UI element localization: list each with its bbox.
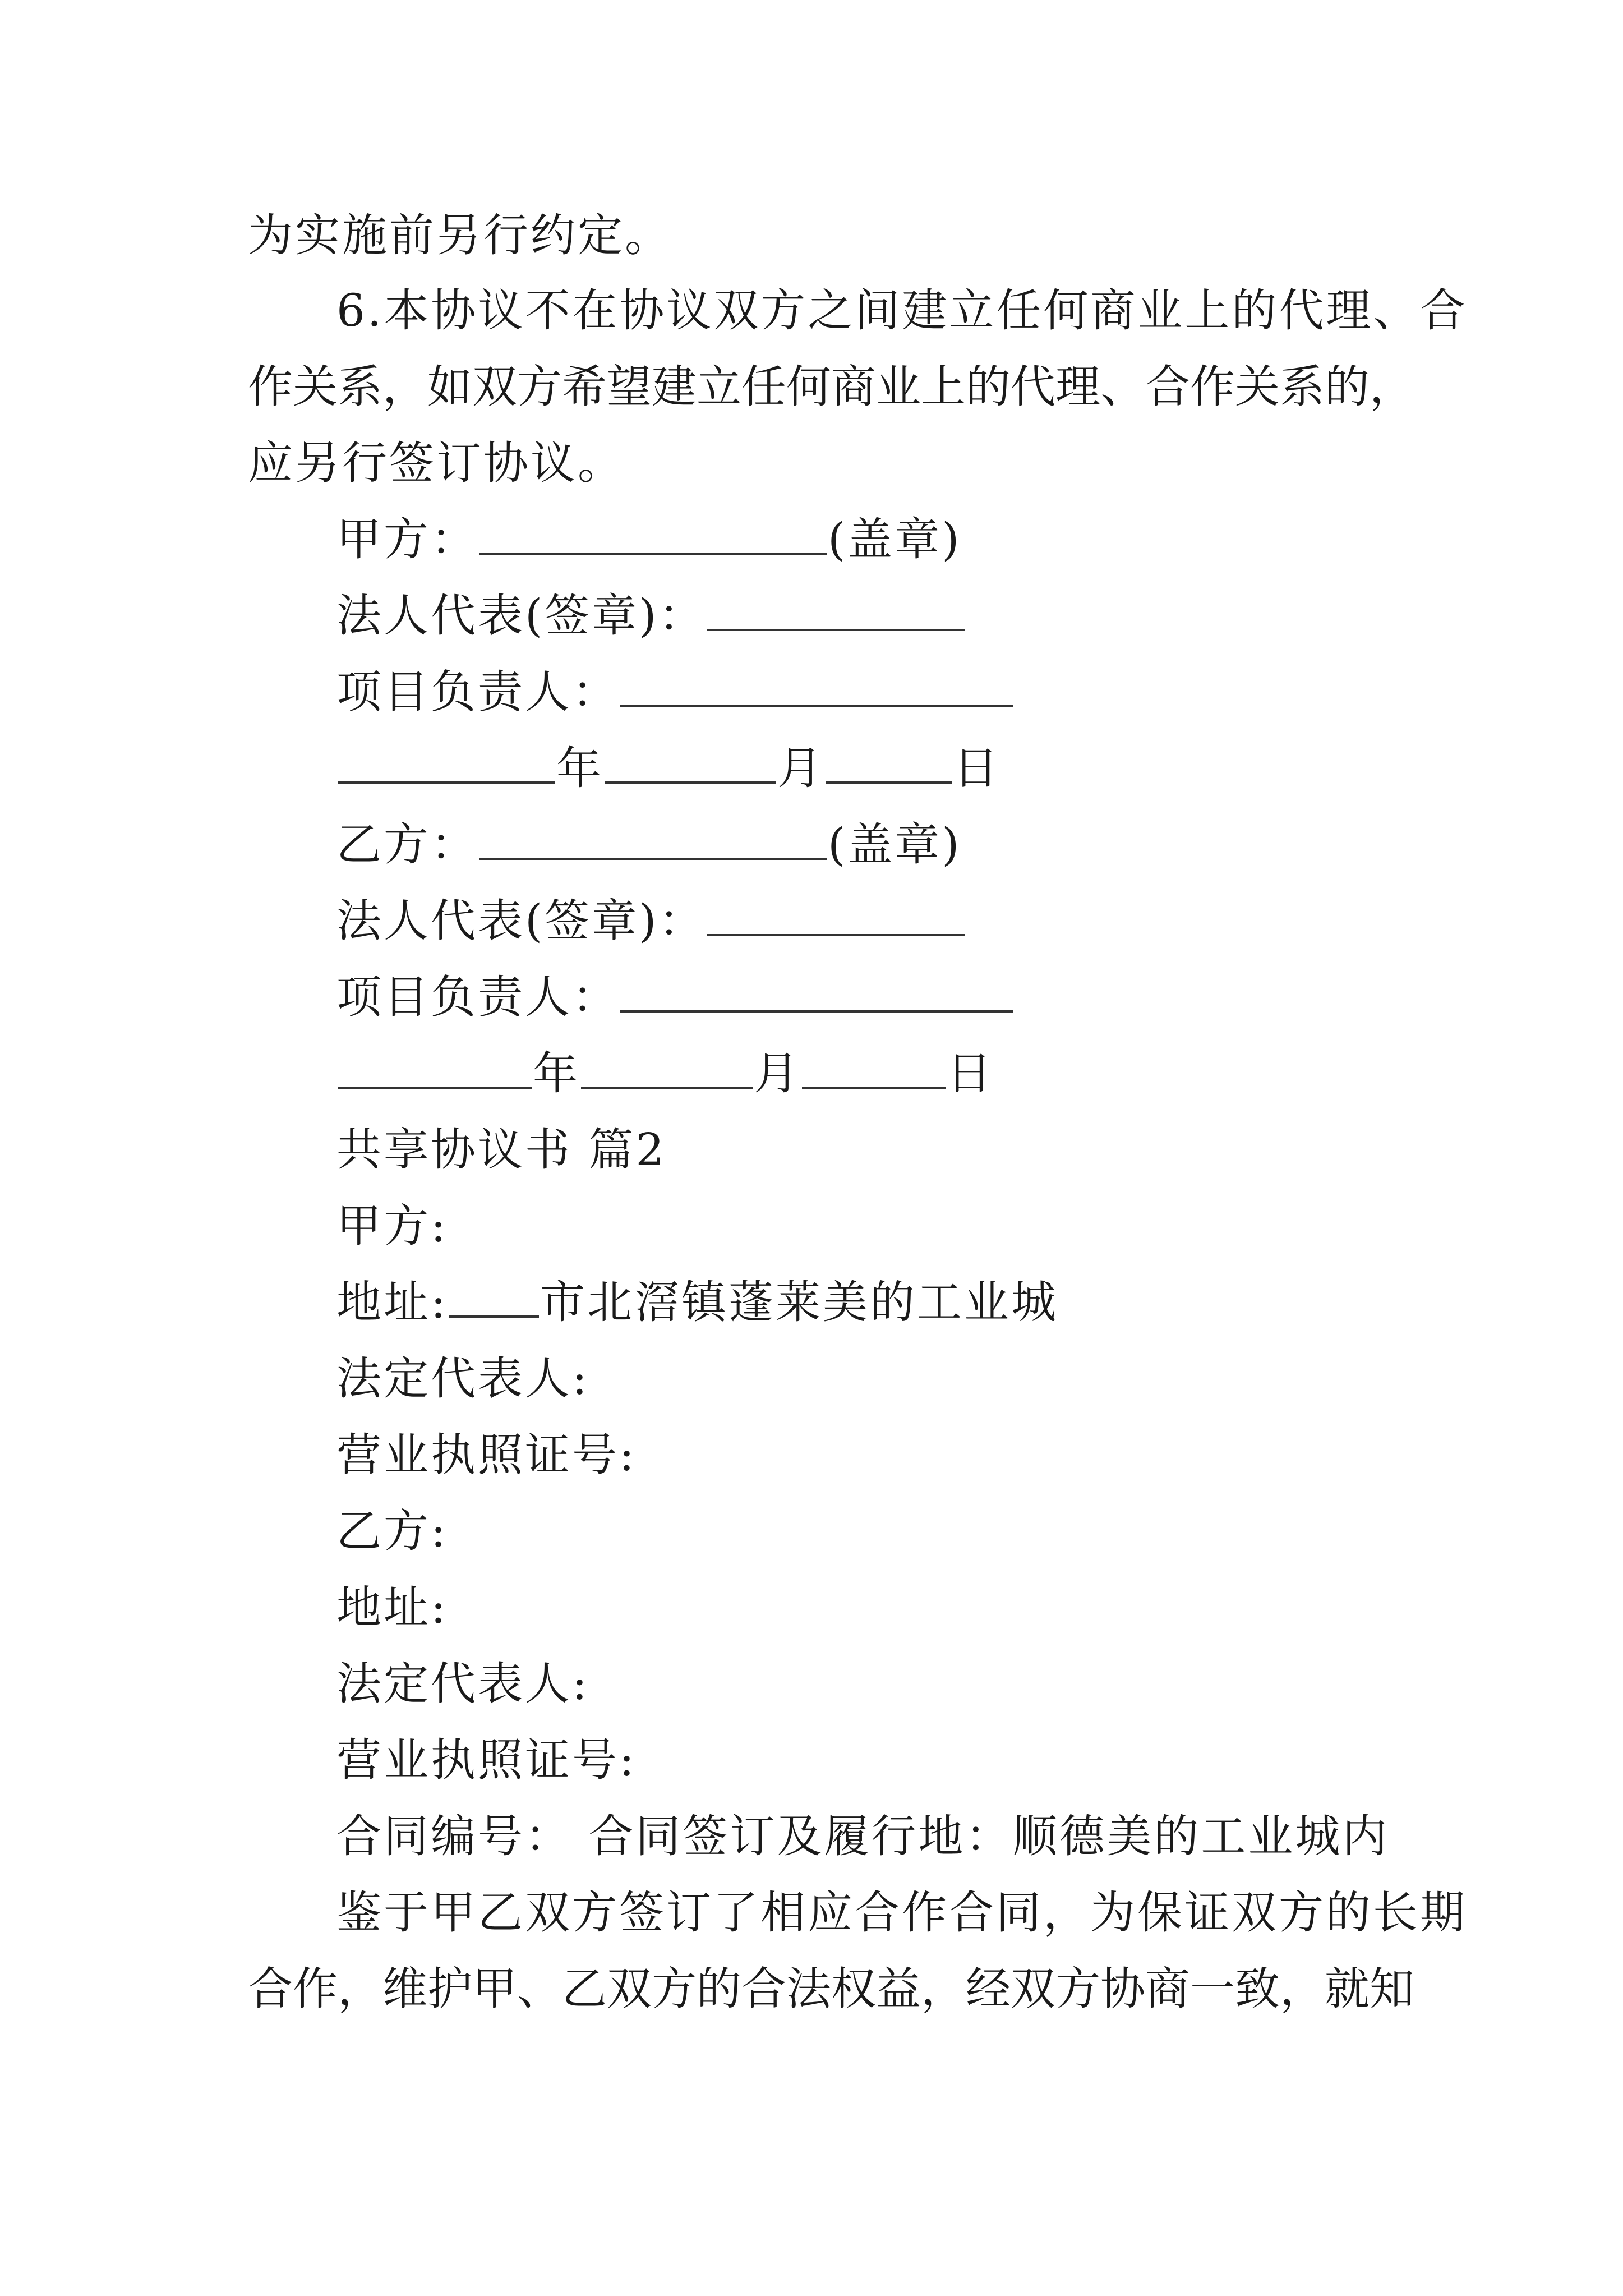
party-b-day-blank (802, 1050, 946, 1089)
party-a-month-blank (605, 744, 776, 784)
s2-legal-rep-a: 法定代表人: (336, 1352, 589, 1405)
party-b-manager-line (336, 970, 1014, 1024)
party-a-day-label: 日 (953, 742, 1000, 794)
party-a-label: 甲方： (336, 513, 478, 565)
s2-address-a-blank (449, 1278, 539, 1318)
clause-6-line-2: 作关系，如双方希望建立任何商业上的代理、合作关系的， (248, 361, 1414, 413)
party-b-month-label: 月 (754, 1047, 801, 1099)
party-b-year-label: 年 (533, 1047, 580, 1099)
party-b-label: 乙方： (336, 818, 478, 871)
party-a-year-label: 年 (556, 742, 603, 794)
party-b-rep-line (336, 894, 966, 948)
party-b-day-label: 日 (947, 1047, 994, 1099)
s2-party-a: 甲方: (336, 1200, 448, 1252)
s2-party-b: 乙方: (336, 1505, 448, 1557)
clause-6-line-1: 6.本协议不在协议双方之间建立任何商业上的代理、合 (336, 284, 1468, 337)
party-a-seal-label: (盖章) (828, 513, 962, 565)
party-b-date-line (336, 1047, 994, 1101)
s2-license-a: 营业执照证号: (336, 1429, 637, 1481)
party-a-manager-line (336, 665, 1014, 719)
party-b-month-blank (581, 1050, 753, 1089)
s2-contract-line: 合同编号： 合同签订及履行地：顺德美的工业城内 (336, 1810, 1390, 1862)
party-a-rep-blank (707, 592, 965, 631)
s2-address-b: 地址: (336, 1581, 448, 1634)
party-b-seal-label: (盖章) (828, 818, 962, 871)
party-a-rep-label: 法人代表(签章)： (336, 590, 706, 642)
s2-paragraph-line-2: 合作，维护甲、乙双方的合法权益，经双方协商一致，就知 (248, 1963, 1414, 2015)
s2-legal-rep-b: 法定代表人: (336, 1658, 589, 1710)
party-a-month-label: 月 (777, 742, 824, 794)
text-line: 为实施前另行约定。 (248, 209, 672, 261)
party-b-manager-label: 项目负责人： (336, 971, 619, 1023)
s2-license-b: 营业执照证号: (336, 1734, 637, 1786)
party-a-line (336, 513, 961, 567)
party-b-rep-blank (707, 897, 965, 936)
s2-address-a-value: 市北滘镇蓬莱美的工业城 (540, 1276, 1058, 1328)
party-b-year-blank (338, 1050, 532, 1089)
party-b-rep-label: 法人代表(签章)： (336, 895, 706, 947)
party-a-rep-line (336, 589, 966, 643)
party-a-manager-label: 项目负责人： (336, 666, 619, 718)
s2-address-a-label: 地址: (336, 1276, 448, 1328)
party-a-year-blank (338, 744, 555, 784)
party-b-manager-blank (620, 973, 1013, 1013)
party-b-blank (479, 821, 827, 860)
clause-6-line-3: 应另行签订协议。 (248, 437, 625, 489)
s2-address-a-line (336, 1276, 1058, 1329)
party-a-date-line (336, 742, 1000, 795)
party-a-day-blank (826, 744, 952, 784)
party-b-line (336, 818, 961, 872)
section-title: 共享协议书 篇2 (336, 1124, 667, 1176)
s2-paragraph-line-1: 鉴于甲乙双方签订了相应合作合同，为保证双方的长期 (336, 1887, 1467, 1939)
party-a-manager-blank (620, 668, 1013, 707)
party-a-blank (479, 516, 827, 555)
